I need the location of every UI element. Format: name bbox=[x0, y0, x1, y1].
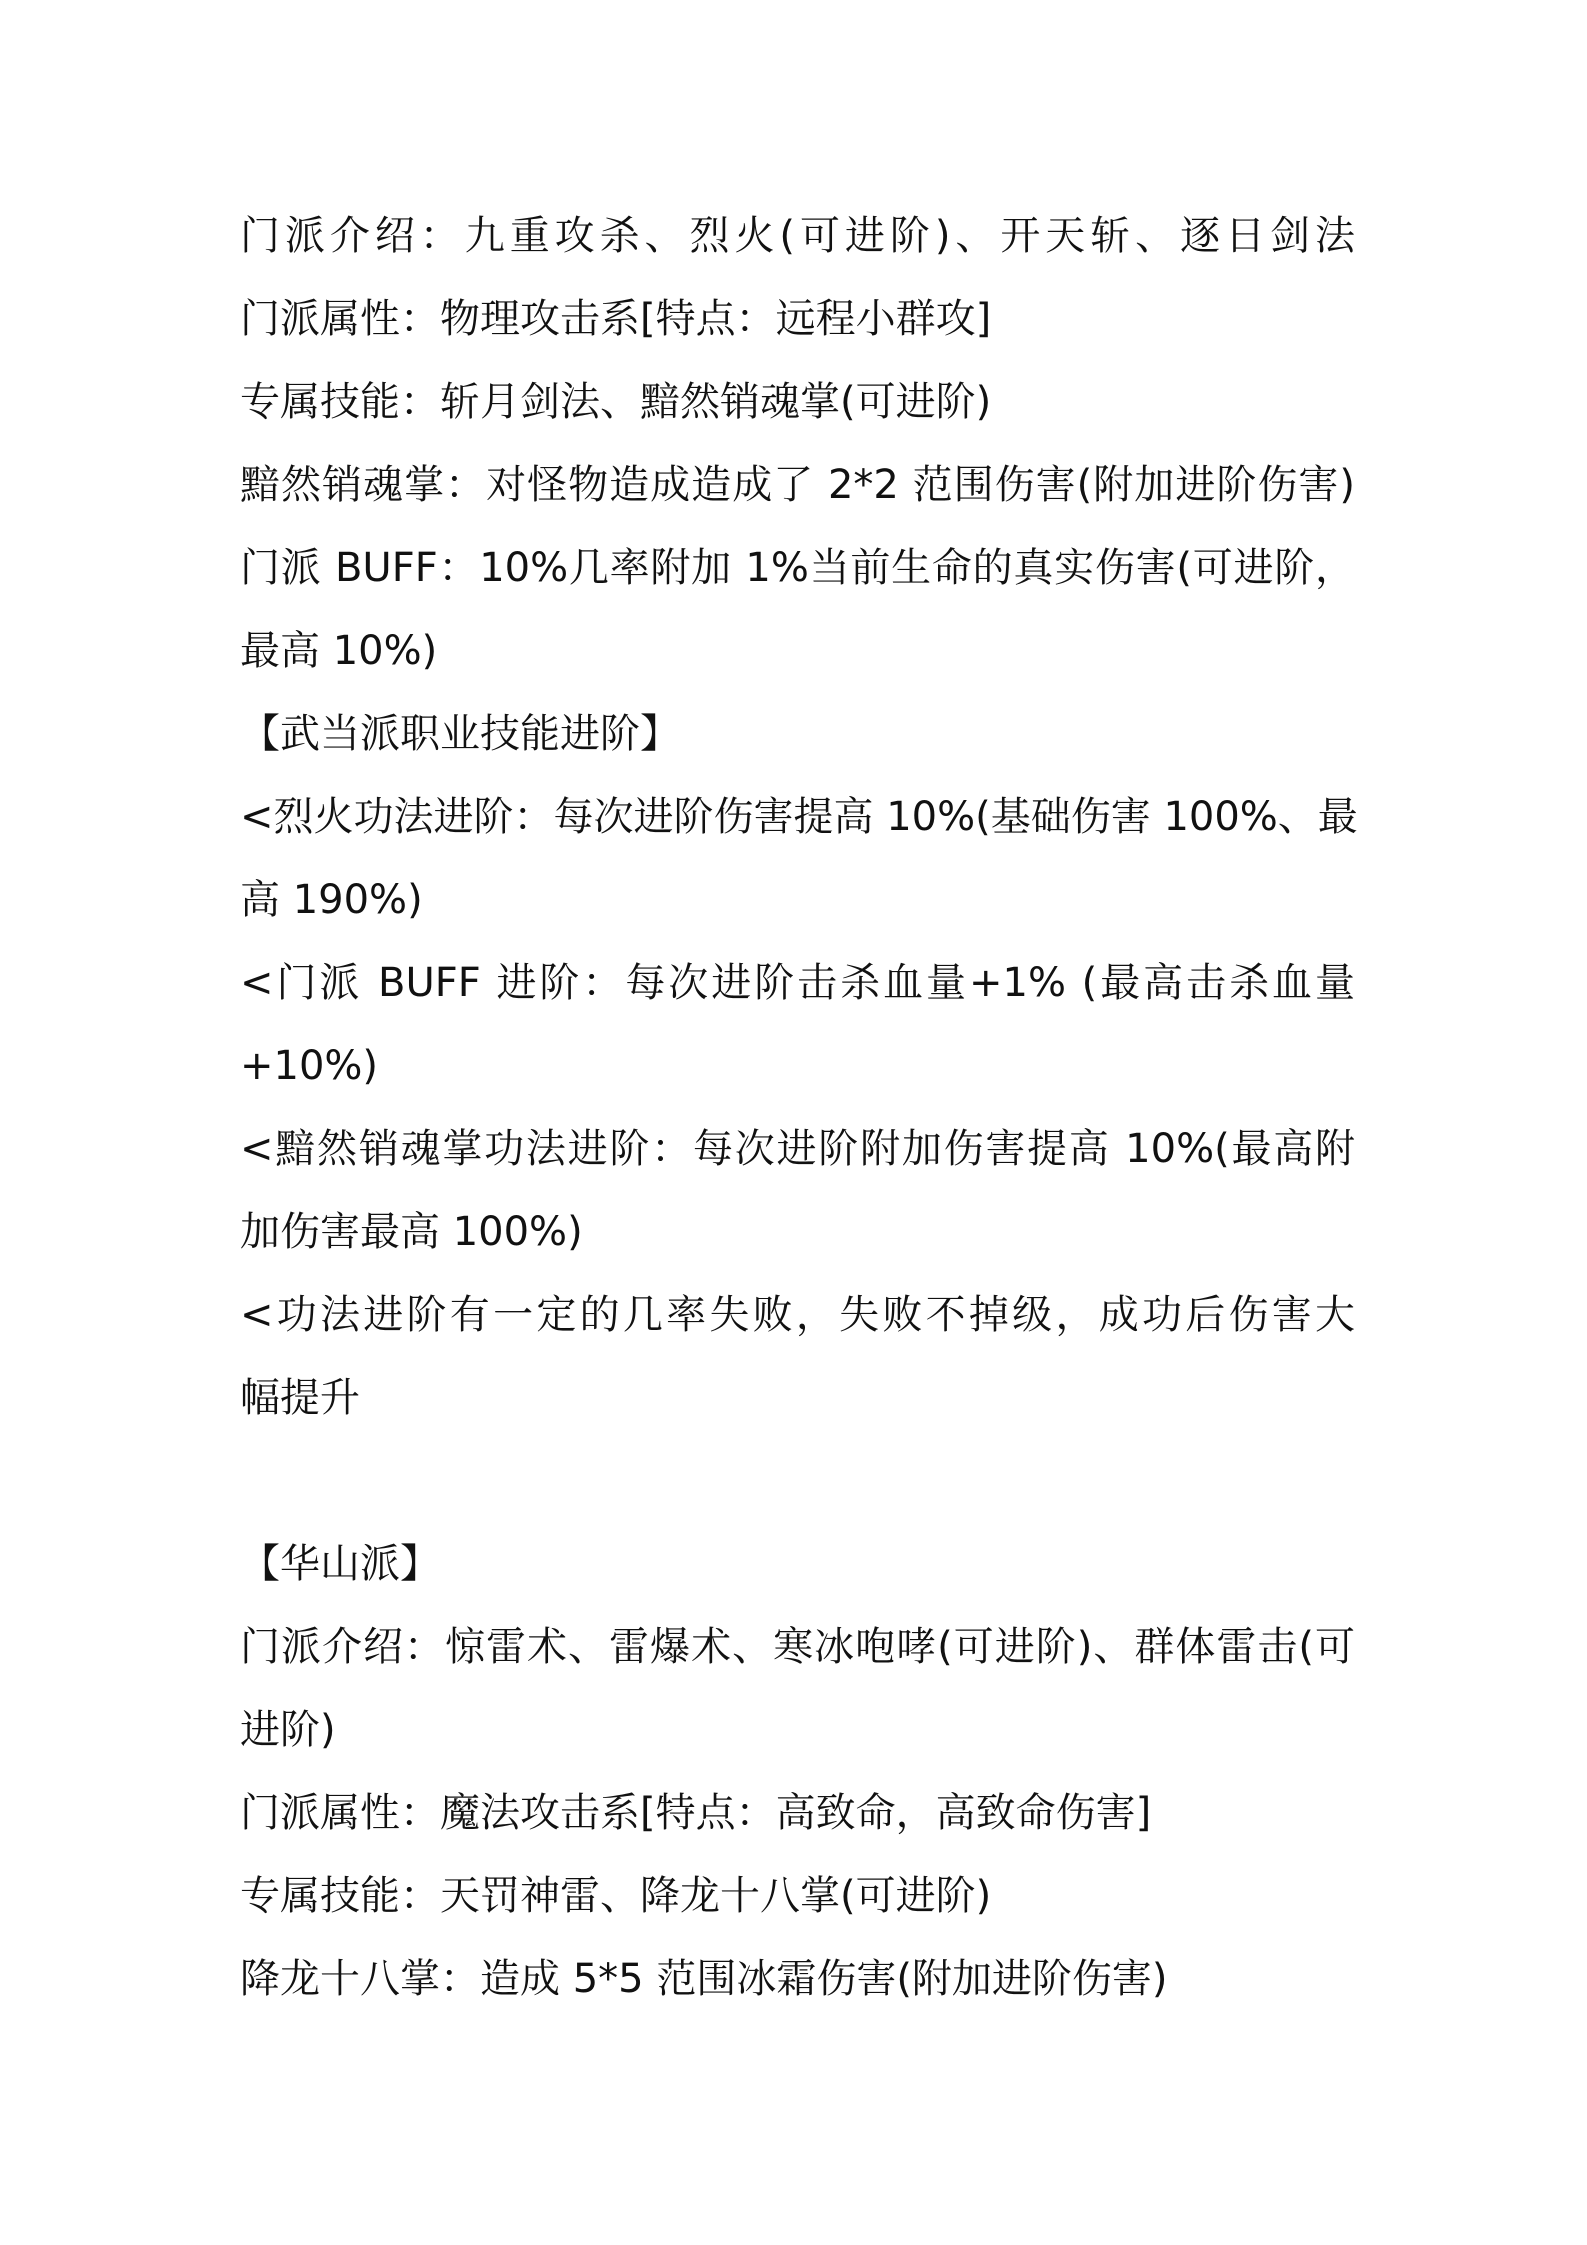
text-line: <功法进阶有一定的几率失败，失败不掉级，成功后伤害大 bbox=[240, 1292, 1355, 1338]
text-line: 门派属性：物理攻击系[特点：远程小群攻] bbox=[240, 296, 992, 342]
text-line: 黯然销魂掌：对怪物造成造成了 2*2 范围伤害(附加进阶伤害) bbox=[240, 462, 1355, 508]
blank-line bbox=[240, 1440, 1355, 1523]
text-line: 门派介绍：惊雷术、雷爆术、寒冰咆哮(可进阶)、群体雷击(可 bbox=[240, 1624, 1355, 1670]
text-line: 进阶) bbox=[240, 1707, 336, 1753]
text-line: 幅提升 bbox=[240, 1375, 360, 1421]
text-line: 门派 BUFF：10%几率附加 1%当前生命的真实伤害(可进阶， bbox=[240, 545, 1355, 591]
text-line: 门派属性：魔法攻击系[特点：高致命，高致命伤害] bbox=[240, 1790, 1152, 1836]
section-heading: 【华山派】 bbox=[240, 1541, 440, 1587]
document-body bbox=[240, 195, 1358, 2021]
text-line: <门派 BUFF 进阶：每次进阶击杀血量+1% (最高击杀血量 bbox=[240, 960, 1355, 1006]
text-line: <黯然销魂掌功法进阶：每次进阶附加伤害提高 10%(最高附 bbox=[240, 1126, 1355, 1172]
text-line: 最高 10%) bbox=[240, 628, 438, 674]
text-line: 降龙十八掌：造成 5*5 范围冰霜伤害(附加进阶伤害) bbox=[240, 1956, 1168, 2002]
text-line: +10%) bbox=[240, 1043, 379, 1089]
text-line: 专属技能：斩月剑法、黯然销魂掌(可进阶) bbox=[240, 379, 992, 425]
text-line: 专属技能：天罚神雷、降龙十八掌(可进阶) bbox=[240, 1873, 992, 1919]
text-line: <烈火功法进阶：每次进阶伤害提高 10%(基础伤害 100%、最 bbox=[240, 794, 1358, 840]
text-line: 高 190%) bbox=[240, 877, 423, 923]
section-heading: 【武当派职业技能进阶】 bbox=[240, 711, 680, 757]
text-line: 门派介绍：九重攻杀、烈火(可进阶)、开天斩、逐日剑法 bbox=[240, 213, 1355, 259]
text-line: 加伤害最高 100%) bbox=[240, 1209, 583, 1255]
